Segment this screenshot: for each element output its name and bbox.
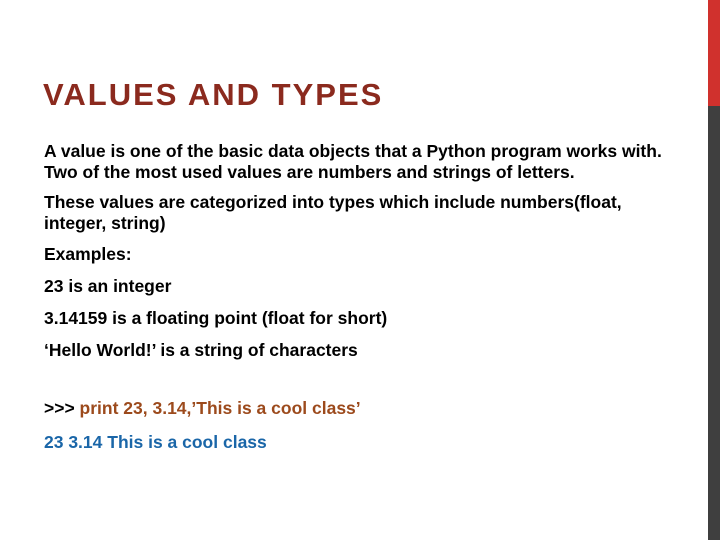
example-float: 3.14159 is a floating point (float for short): [44, 308, 388, 328]
examples-label: Examples:: [44, 244, 132, 264]
paragraph-types: These values are categorized into types which include numbers(float, integer, string): [44, 192, 622, 233]
slide-title: VALUES AND TYPES: [43, 77, 384, 112]
slide-body: [44, 141, 664, 453]
example-string: ‘Hello World!’ is a string of characters: [44, 340, 358, 360]
side-bar-accent: [708, 0, 720, 106]
code-prompt: >>>: [44, 398, 75, 418]
side-bar: [708, 0, 720, 540]
code-output: 23 3.14 This is a cool class: [44, 432, 267, 452]
paragraph-value-definition: A value is one of the basic data objects that a Python program works with. Two of the most used values are numbers and strings of letters.: [44, 141, 662, 182]
code-statement: print 23, 3.14,’This is a cool class’: [79, 398, 361, 418]
code-line: [44, 398, 664, 419]
example-integer: 23 is an integer: [44, 276, 172, 296]
